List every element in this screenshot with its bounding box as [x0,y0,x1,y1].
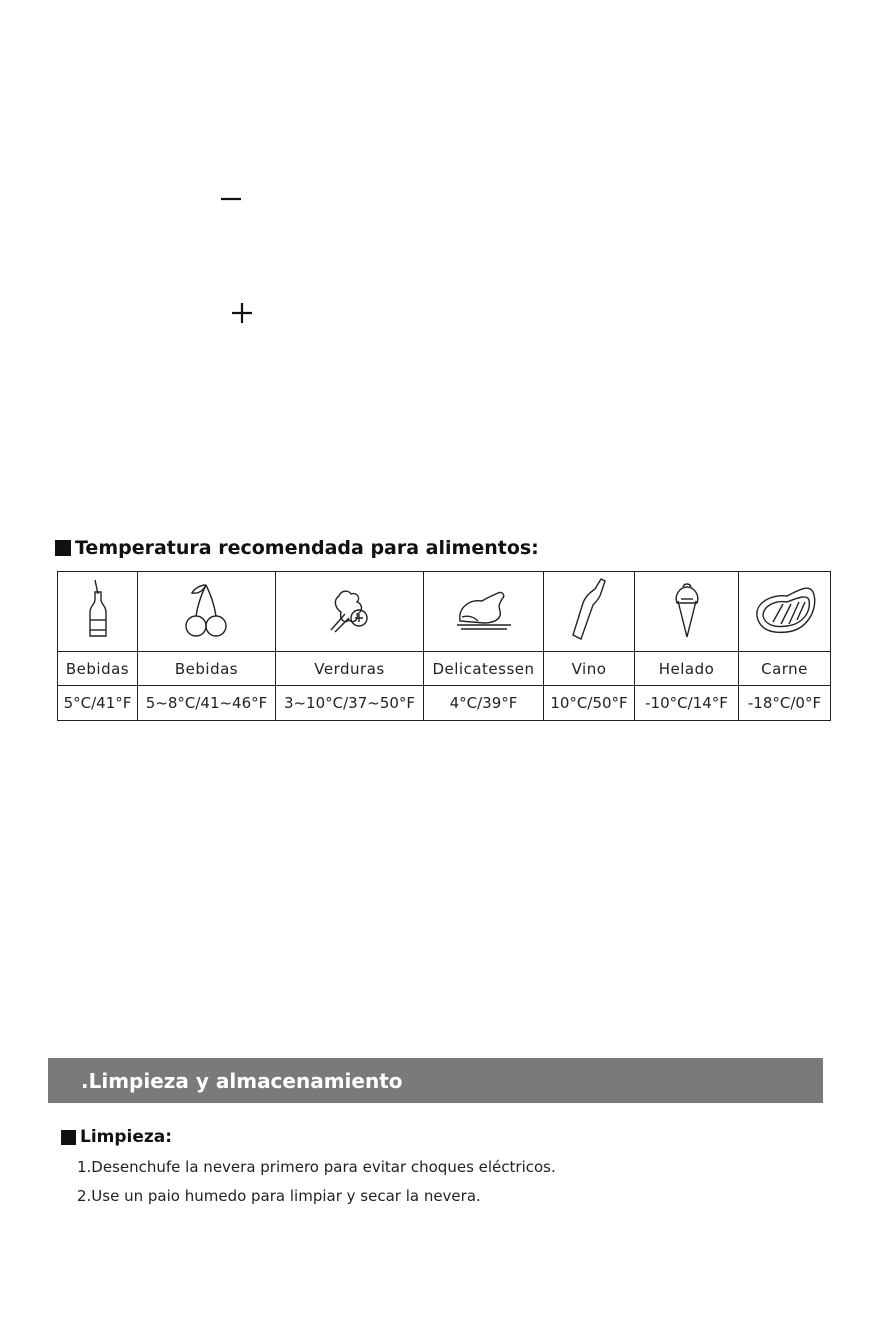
food-name: Verduras [276,652,424,686]
temperature-value-row [58,686,831,721]
temperature-value: 5°C/41°F [58,686,138,721]
square-bullet-icon [61,1130,76,1145]
cleaning-section-banner [48,1058,823,1103]
minus-symbol [218,186,244,212]
cleaning-banner-text: .Limpieza y almacenamiento [81,1068,403,1093]
icon-row [58,572,831,652]
cleaning-step: 2.Use un paio humedo para limpiar y secar la nevera. [77,1187,481,1205]
roast-chicken-icon [454,587,514,633]
temperature-value: 4°C/39°F [424,686,544,721]
food-name: Bebidas [138,652,276,686]
temperature-value: 10°C/50°F [544,686,635,721]
plus-symbol [229,300,255,326]
cleaning-heading-text: Limpieza: [80,1127,173,1147]
food-name-row [58,652,831,686]
soda-bottle-icon [86,578,110,642]
temperature-table [57,571,831,721]
temperature-value: 3~10°C/37~50°F [276,686,424,721]
temperature-heading-text: Temperatura recomendada para alimentos: [75,537,539,559]
food-name: Bebidas [58,652,138,686]
temperature-value: -18°C/0°F [739,686,831,721]
wine-bottle-icon [569,577,609,643]
temperature-heading [55,537,539,559]
food-name: Carne [739,652,831,686]
temperature-value: -10°C/14°F [635,686,739,721]
ice-cream-icon [672,581,702,639]
cherries-icon [182,581,232,639]
cleaning-steps [77,1156,556,1214]
vegetables-icon [325,584,375,636]
food-name: Helado [635,652,739,686]
cleaning-heading [61,1127,172,1147]
food-name: Delicatessen [424,652,544,686]
temperature-value: 5~8°C/41~46°F [138,686,276,721]
square-bullet-icon [55,540,71,556]
food-name: Vino [544,652,635,686]
steak-icon [753,582,817,638]
cleaning-step: 1.Desenchufe la nevera primero para evitar choques eléctricos. [77,1158,556,1176]
